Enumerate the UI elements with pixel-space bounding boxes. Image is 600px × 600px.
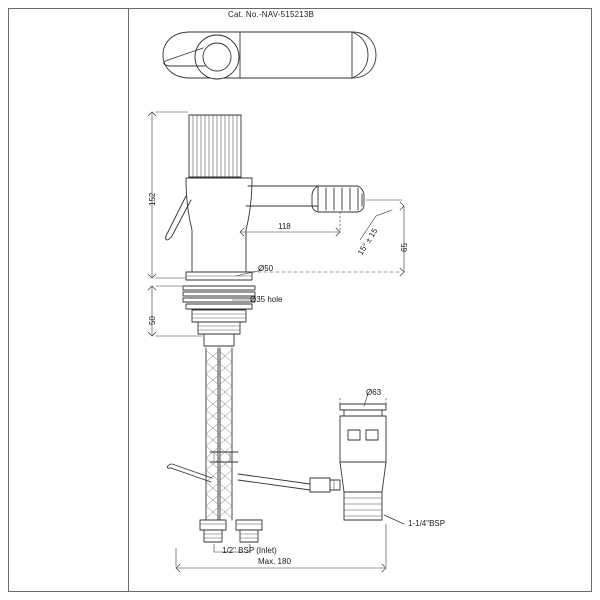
dim-inlet-thread: 1/2" BSP (Inlet) bbox=[222, 546, 277, 555]
dim-spout-reach: 118 bbox=[278, 222, 291, 231]
waste-assembly bbox=[310, 404, 404, 524]
braided-hoses bbox=[206, 348, 232, 520]
dim-body-diameter: Ø50 bbox=[258, 264, 274, 273]
dim-height-lower: 50 bbox=[148, 316, 157, 325]
catalog-number: Cat. No.-NAV-515213B bbox=[228, 10, 315, 19]
dim-waste-flange-diameter: Ø63 bbox=[366, 388, 382, 397]
front-view-outline bbox=[166, 115, 364, 542]
dim-max-length: Max. 180 bbox=[258, 557, 291, 566]
dim-angle: 15° ± 15 bbox=[356, 226, 380, 257]
dim-hole-diameter: Ø35 hole bbox=[250, 295, 283, 304]
dim-height-total: 152 bbox=[148, 192, 157, 206]
dim-spout-height: 65 bbox=[400, 243, 409, 252]
top-view-outline bbox=[163, 32, 376, 79]
dim-waste-thread: 1-1/4"BSP bbox=[408, 519, 446, 528]
